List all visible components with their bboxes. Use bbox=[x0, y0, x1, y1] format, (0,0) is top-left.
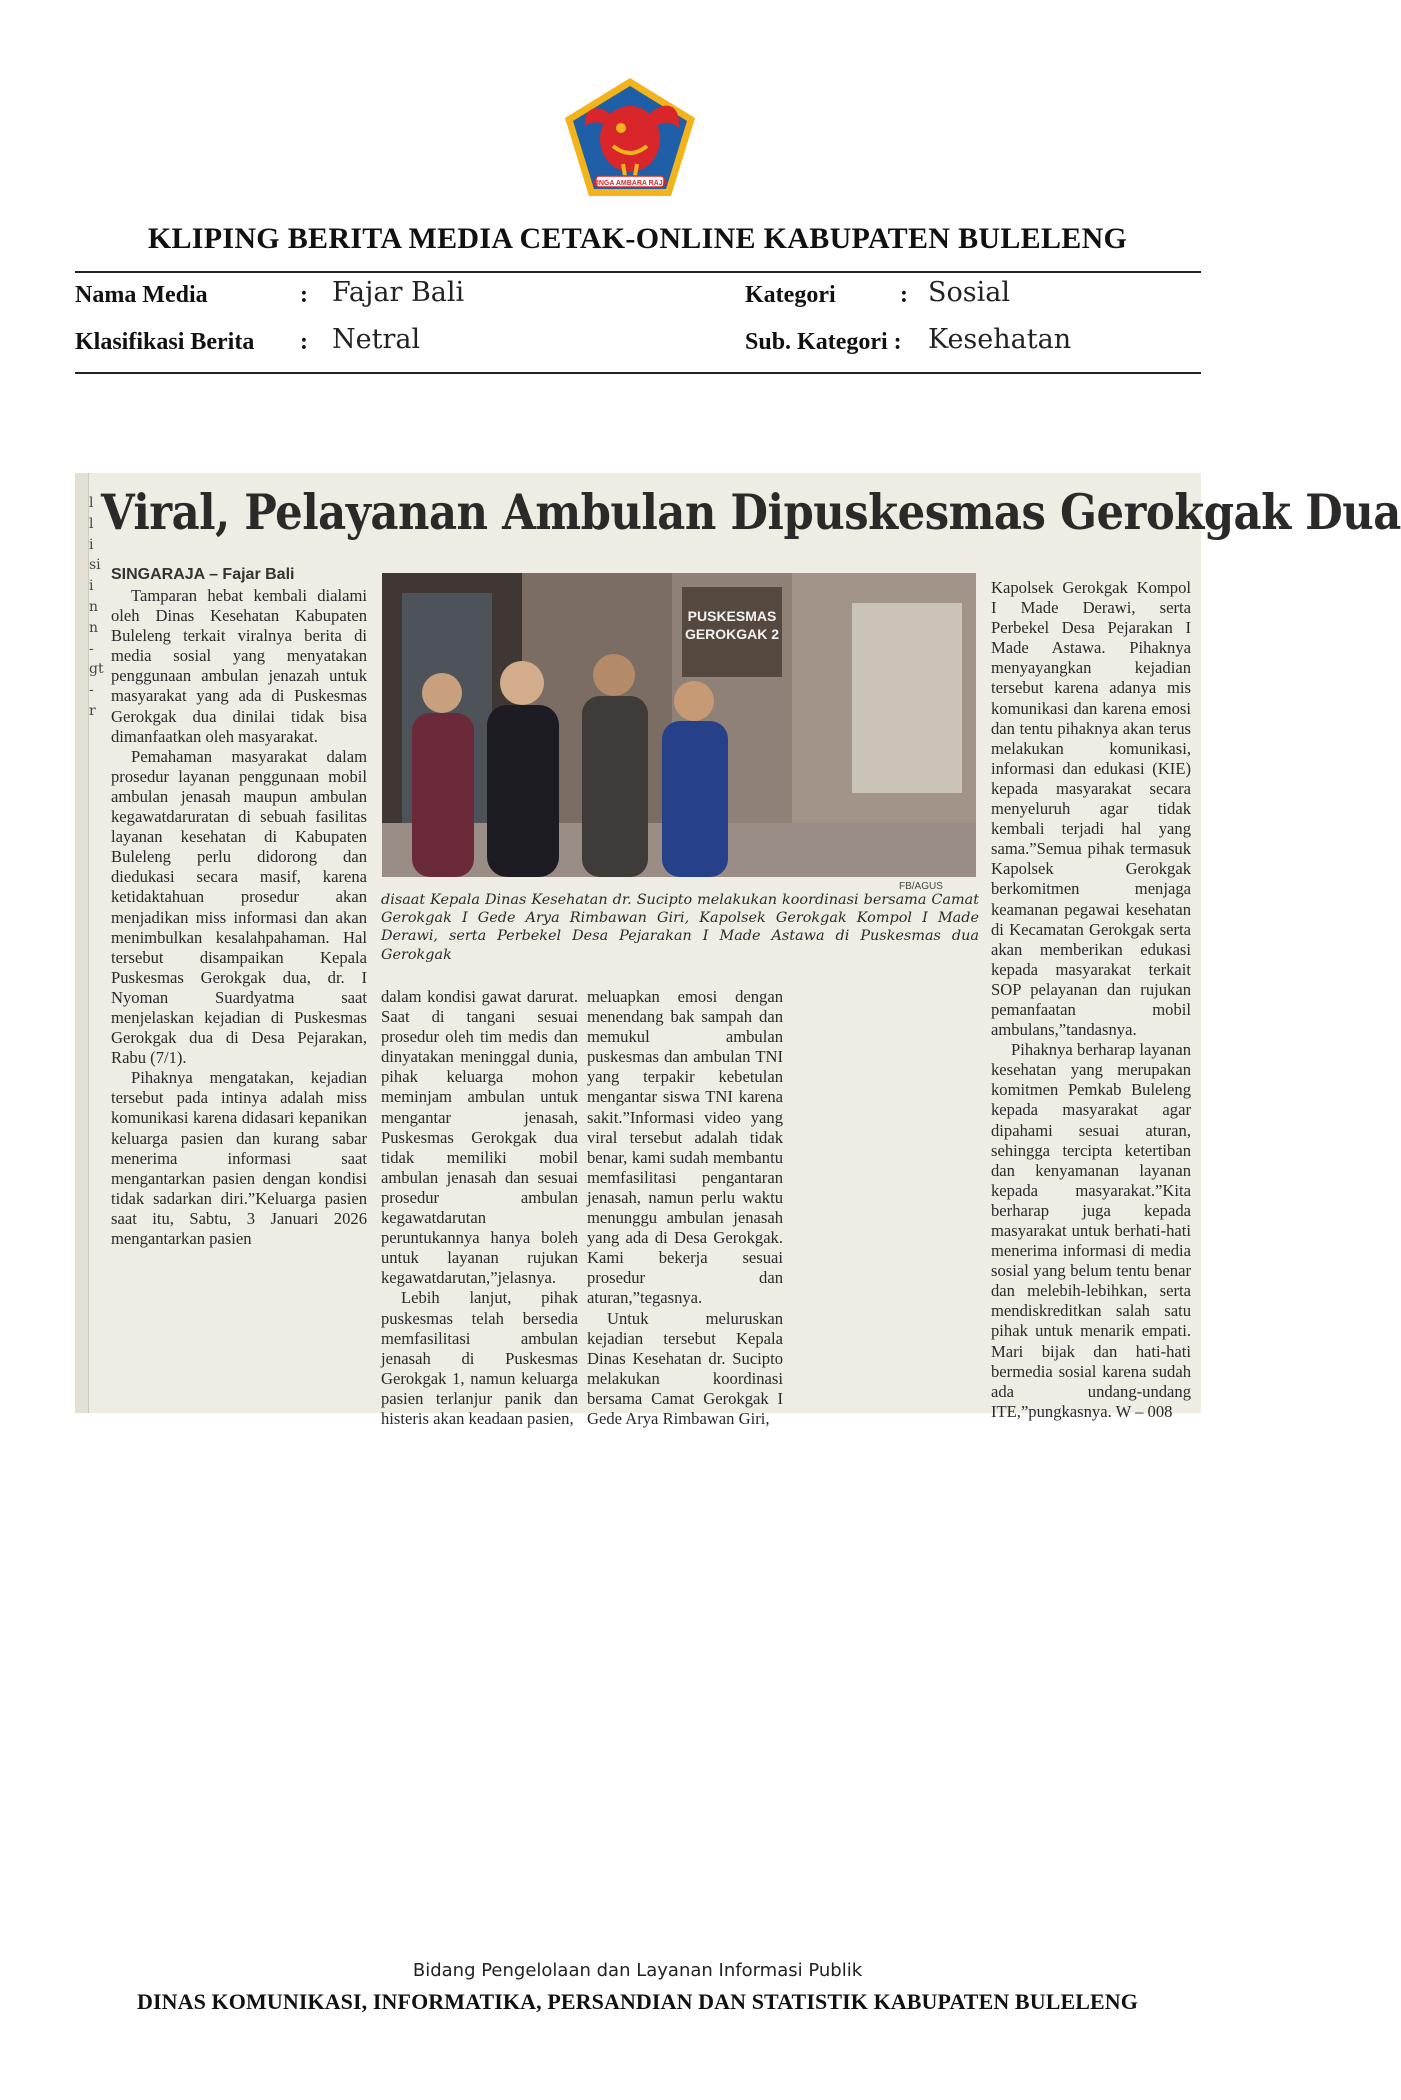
article-photo bbox=[382, 573, 976, 877]
newspaper-clipping bbox=[75, 473, 1401, 1428]
media-name-label: Nama Media bbox=[75, 282, 208, 308]
article-dateline: SINGARAJA – Fajar Bali bbox=[111, 566, 295, 583]
singa-ambara-raja-emblem bbox=[563, 76, 697, 198]
header-divider-bottom bbox=[75, 372, 1201, 374]
photo-sign-line-1: PUSKESMAS bbox=[687, 608, 777, 624]
header-divider-top bbox=[75, 271, 1201, 273]
article-column-4 bbox=[991, 578, 1191, 1422]
article-paragraph: meluapkan emosi dengan menendang bak sampah dan memukul ambulan puskesmas dan ambulan TNI yang terpakir kebetulan mengantar siswa TNI karena sakit.”Informasi video yang viral tersebut adalah tidak benar, kami sudah membantu memfasilitasi pengantaran jenasah, namun perlu waktu menunggu ambulan jenasah yang ada di Desa Gerokgak. Kami bekerja sesuai prosedur dan aturan,”tegasnya. bbox=[587, 987, 783, 1308]
photo-officials-at-puskesmas bbox=[382, 573, 976, 877]
clipping-torn-edge bbox=[75, 473, 89, 1413]
media-name-value: Fajar Bali bbox=[332, 277, 465, 308]
article-paragraph: Lebih lanjut, pihak puskesmas telah bersedia memfasilitasi ambulan jenasah di Puskesmas Gerokgak 1, namun keluarga pasien terlanjur panik dan histeris akan keadaan pasien, bbox=[381, 1288, 578, 1428]
sub-category-label: Sub. Kategori : bbox=[745, 329, 902, 355]
footer-department: Bidang Pengelolaan dan Layanan Informasi Publik bbox=[412, 1960, 863, 1981]
article-column-3 bbox=[587, 987, 783, 1429]
article-paragraph: Pihaknya mengatakan, kejadian tersebut pada intinya adalah miss komunikasi karena didasari kepanikan keluarga pasien dan kurang sabar menerima informasi saat mengantarkan pasien dengan kondisi tidak sadarkan diri.”Keluarga pasien saat itu, Sabtu, 3 Januari 2026 mengantarkan pasien bbox=[111, 1068, 367, 1248]
sub-category-value: Kesehatan bbox=[928, 324, 1072, 355]
article-column-2 bbox=[381, 987, 578, 1429]
photo-caption: disaat Kepala Dinas Kesehatan dr. Sucipto melakukan koordinasi bersama Camat Gerokgak I Gede Arya Rimbawan Giri, Kapolsek Gerokgak Kompol I Made Derawi, serta Perbekel Desa Pejarakan I Made Astawa di Puskesmas dua Gerokgak bbox=[381, 892, 979, 963]
article-headline: Viral, Pelayanan Ambulan Dipuskesmas Gerokgak Dua bbox=[101, 483, 1401, 541]
news-classification-colon: : bbox=[300, 329, 308, 355]
news-classification-value: Netral bbox=[332, 324, 421, 355]
photo-sign-line-2: GEROKGAK 2 bbox=[684, 626, 780, 642]
page-title: KLIPING BERITA MEDIA CETAK-ONLINE KABUPATEN BULELENG bbox=[147, 222, 1128, 255]
article-paragraph: Pihaknya berharap layanan kesehatan yang merupakan komitmen Pemkab Buleleng kepada masyarakat agar dipahami sesuai aturan, sehingga tercipta ketertiban dan kenyamanan layanan kepada masyarakat.”Kita berharap juga kepada masyarakat untuk berhati-hati menerima informasi di media sosial yang belum tentu benar dan melebih-lebihkan, serta mendiskreditkan salah satu pihak untuk menarik empati. Mari bijak dan hati-hati bermedia sosial karena sudah ada undang-undang ITE,”pungkasnya. W – 008 bbox=[991, 1040, 1191, 1421]
article-paragraph: Kapolsek Gerokgak Kompol I Made Derawi, serta Perbekel Desa Pejarakan I Made Astawa. Pihaknya menyayangkan kejadian tersebut karena adanya mis komunikasi dan karena emosi dan tentu pihaknya akan terus melakukan komunikasi, informasi dan edukasi (KIE) kepada masyarakat secara menyeluruh agar tidak kembali terjadi hal yang sama.”Semua pihak termasuk Kapolsek Gerokgak berkomitmen menjaga keamanan pegawai kesehatan di Kecamatan Gerokgak serta akan memberikan edukasi kepada masyarakat terkait SOP pelayanan dan rujukan pemanfaatan mobil ambulans,”tandasnya. bbox=[991, 578, 1191, 1040]
media-name-colon: : bbox=[300, 282, 308, 308]
article-column-1 bbox=[111, 586, 367, 1249]
photo-credit: FB/AGUS bbox=[899, 881, 943, 892]
clipping-edge-fragment: l l i si i n n - gt - r bbox=[89, 495, 104, 719]
news-classification-label: Klasifikasi Berita bbox=[75, 329, 255, 355]
category-value: Sosial bbox=[928, 277, 1010, 308]
logo-banner-text: SINGA AMBARA RAJA bbox=[592, 180, 668, 187]
article-paragraph: Untuk meluruskan kejadian tersebut Kepala Dinas Kesehatan dr. Sucipto melakukan koordinasi bersama Camat Gerokgak I Gede Arya Rimbawan Giri, bbox=[587, 1308, 783, 1428]
footer-agency: DINAS KOMUNIKASI, INFORMATIKA, PERSANDIAN DAN STATISTIK KABUPATEN BULELENG bbox=[137, 1989, 1138, 2014]
article-paragraph: dalam kondisi gawat darurat. Saat di tangani sesuai prosedur oleh tim medis dan dinyatakan meninggal dunia, pihak keluarga mohon meminjam ambulan untuk mengantar jenasah, Puskesmas Gerokgak dua tidak memiliki mobil ambulan jenasah dan sesuai prosedur ambulan kegawatdarutan peruntukannya hanya boleh untuk layanan rujukan kegawatdarutan,”jelasnya. bbox=[381, 987, 578, 1288]
category-label: Kategori bbox=[745, 282, 836, 308]
article-paragraph: Tamparan hebat kembali dialami oleh Dinas Kesehatan Kabupaten Buleleng terkait viralnya berita di media sosial yang menyatakan penggunaan ambulan jenazah untuk masyarakat yang ada di Puskesmas Gerokgak dua dinilai tidak bisa dimanfaatkan oleh masyarakat. bbox=[111, 586, 367, 746]
article-paragraph: Pemahaman masyarakat dalam prosedur layanan penggunaan mobil ambulan jenasah maupun ambulan kegawatdaruratan di sebuah fasilitas layanan kesehatan di Kabupaten Buleleng perlu didorong dan diedukasi secara masif, karena ketidaktahuan prosedur akan menjadikan miss informasi dan akan menimbulkan kesalahpahaman. Hal tersebut disampaikan Kepala Puskesmas Gerokgak dua, dr. I Nyoman Suardyatma saat menjelaskan kejadian di Puskesmas Gerokgak dua di Desa Pejarakan, Rabu (7/1). bbox=[111, 746, 367, 1068]
category-colon: : bbox=[900, 282, 908, 308]
buleleng-regency-logo bbox=[563, 76, 697, 198]
